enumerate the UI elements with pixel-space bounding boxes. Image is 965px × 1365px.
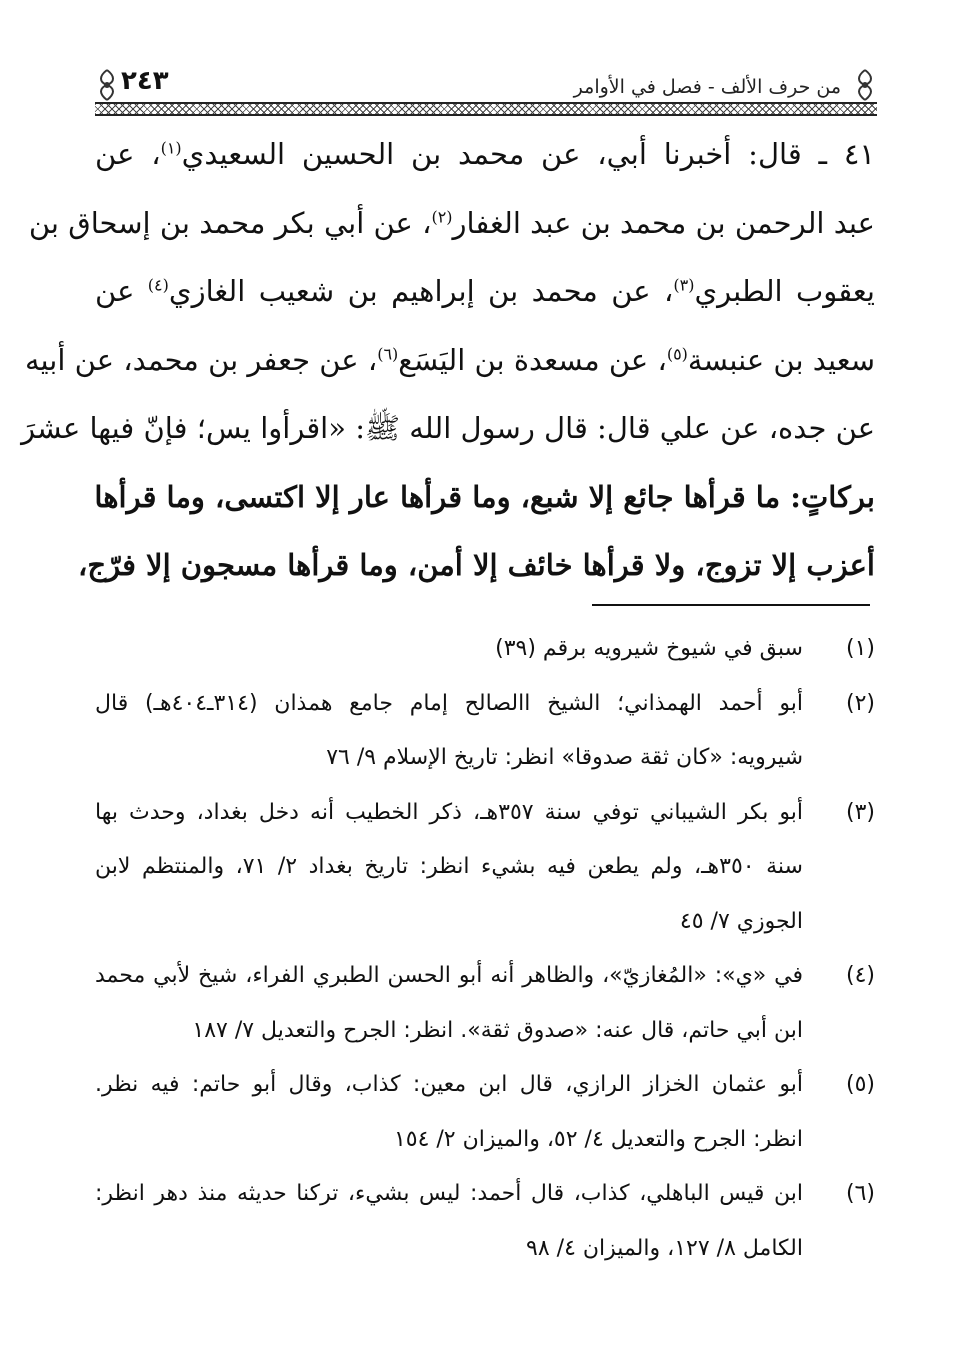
- footnote-number: (٢): [845, 690, 875, 716]
- footnote: [95, 1058, 875, 1167]
- footnote: [95, 677, 875, 786]
- footnotes: [95, 622, 875, 1276]
- ornament-icon: [853, 68, 877, 102]
- footnote: [95, 622, 875, 677]
- text-line: بركاتٍ: ما قرأها جائع إلا شبع، وما قرأها عار إلا اكتسى، وما قرأها: [94, 479, 875, 514]
- footnote-line: أبو بكر الشيباني توفي سنة ٣٥٧هـ، ذكر الخطيب أنه دخل بغداد، وحدث بها: [95, 799, 803, 825]
- footnote-line: الكامل ٨/ ١٢٧، والميزان ٤/ ٩٨: [526, 1235, 803, 1261]
- footnote-line: ابن أبي حاتم، قال عنه: «صدوق ثقة». انظر: الجرح والتعديل ٧/ ١٨٧: [192, 1017, 803, 1043]
- footnote-line: أبو أحمد الهمذاني؛ الشيخ االصالح إمام جامع همذان (٣١٤ـ٤٠٤هـ) قال: [95, 690, 803, 716]
- page-number: ٢٤٣: [121, 66, 169, 96]
- footnote-number: (٦): [845, 1181, 875, 1206]
- footnote-line: شيرويه: «كان ثقة صدوقا» انظر: تاريخ الإسلام ٩/ ٧٦: [326, 745, 803, 770]
- header-rule: [95, 102, 877, 116]
- footnote-ref: (٥): [666, 343, 688, 363]
- main-text: [21, 120, 875, 600]
- footnote-line: سنة ٣٥٠هـ، ولم يطعن فيه بشيء انظر: تاريخ بغداد ٢/ ٧١، والمنتظم لابن: [95, 854, 803, 879]
- footnote-line: في «ي»: «المُغازيّ»، والظاهر أنه أبو الحسن الطبري الفراء، شيخ لأبي محمد: [95, 963, 803, 988]
- footnote-line: ابن قيس الباهلي، كذاب، قال أحمد: ليس بشيء، تركنا حديثه منذ دهر انظر:: [95, 1181, 803, 1206]
- footnote: [95, 949, 875, 1058]
- footnote-line: انظر: الجرح والتعديل ٤/ ٥٢، والميزان ٢/ ١٥٤: [393, 1126, 803, 1152]
- page-header: [95, 62, 877, 114]
- footnote-ref: (٤): [147, 275, 169, 295]
- footnote-ref: (٣): [673, 275, 695, 295]
- running-title: من حرف الألف - فصل في الأوامر: [573, 76, 841, 98]
- text-line: عن جده، عن علي قال: قال رسول الله ﷺ: «اقرأوا يس؛ فإنّ فيها عشرَ: [21, 411, 875, 445]
- footnote-ref: (٢): [431, 206, 453, 226]
- text-line: عبد الرحمن بن محمد بن عبد الغفار$^{(٢)}$، عن أبي بكر محمد بن إسحاق بن: [28, 205, 875, 240]
- footnote-number: (٤): [845, 963, 875, 988]
- footnote-ref: (١): [160, 138, 182, 158]
- footnote-separator: [592, 604, 870, 606]
- footnote-number: (١): [845, 636, 875, 661]
- footnote-line: أبو عثمان الخزاز الرازي، قال ابن معين: كذاب، وقال أبو حاتم: فيه نظر.: [95, 1072, 803, 1097]
- footnote-line: سبق في شيوخ شيرويه برقم (٣٩): [495, 636, 803, 661]
- text-line: ٤١ ـ قال: أخبرنا أبي، عن محمد بن الحسين السعيدي$^{(١)}$، عن: [95, 137, 875, 171]
- ornament-icon: [95, 68, 119, 102]
- footnote-ref: (٦): [377, 343, 399, 363]
- text-line: يعقوب الطبري$^{(٣)}$، عن محمد بن إبراهيم بن شعيب الغازي$^{(٤)}$ عن: [95, 274, 875, 308]
- footnote: [95, 1167, 875, 1276]
- footnote-number: (٥): [845, 1072, 875, 1097]
- footnote-line: الجوزي ٧/ ٤٥: [679, 908, 803, 934]
- footnote-number: (٣): [845, 799, 875, 825]
- text-line: أعزب إلا تزوج، ولا قرأها خائف إلا أمن، وما قرأها مسجون إلا فرّج،: [77, 548, 875, 582]
- footnote: [95, 786, 875, 950]
- text-line: سعيد بن عنبسة$^{(٥)}$، عن مسعدة بن اليَسَع$^{(٦)}$، عن جعفر بن محمد، عن أبيه: [25, 342, 875, 377]
